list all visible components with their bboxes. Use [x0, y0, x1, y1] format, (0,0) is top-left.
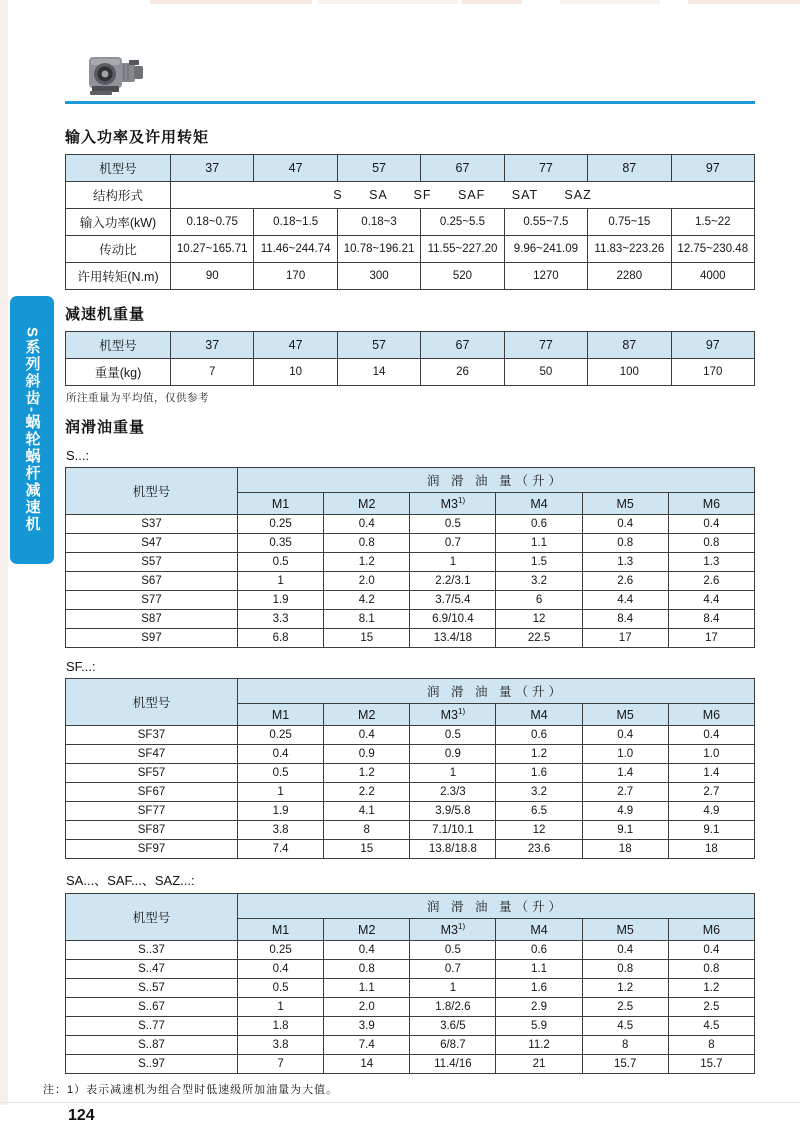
table-cell: 润 滑 油 量（升）: [238, 679, 755, 704]
table-cell: 1: [238, 998, 324, 1017]
table-cell: 9.1: [582, 821, 668, 840]
table-cell: 0.75~15: [588, 209, 671, 236]
table-cell: 2.9: [496, 998, 582, 1017]
section-title-weight: 减速机重量: [65, 306, 146, 323]
table-cell: 机型号: [66, 468, 238, 515]
lubricant-subtable-label: S...:: [66, 448, 90, 463]
header-divider-rule: [65, 101, 755, 104]
table-cell: 57: [337, 155, 420, 182]
table-cell: SF57: [66, 764, 238, 783]
table-cell: 14: [324, 1055, 410, 1074]
table-cell: 26: [421, 359, 504, 386]
table-cell: S..57: [66, 979, 238, 998]
lubricant-tables-container: [65, 448, 755, 1074]
table-cell: SF47: [66, 745, 238, 764]
table-cell: M3$^{1)}$: [410, 919, 496, 941]
table-cell: 0.8: [582, 534, 668, 553]
table-cell: 8: [668, 1036, 754, 1055]
table-cell: S47: [66, 534, 238, 553]
table-cell: 1.1: [496, 960, 582, 979]
table-cell: 0.4: [582, 515, 668, 534]
table-cell: 2.0: [324, 998, 410, 1017]
page-footnote: 注：1）表示减速机为组合型时低速级所加油量为大值。: [43, 1084, 339, 1097]
table-cell: 87: [588, 332, 671, 359]
table-cell: 2.6: [668, 572, 754, 591]
table-cell: 67: [421, 155, 504, 182]
table-cell: 5.9: [496, 1017, 582, 1036]
table-cell: 7.4: [238, 840, 324, 859]
lubricant-subtable-label: SF...:: [66, 659, 96, 675]
table-cell: 1.2: [324, 553, 410, 572]
table-cell: 0.9: [410, 745, 496, 764]
table-cell: 8: [324, 821, 410, 840]
table-cell: 1: [410, 979, 496, 998]
table-cell: 0.5: [410, 941, 496, 960]
table-cell: 0.7: [410, 960, 496, 979]
table-cell: M4: [496, 919, 582, 941]
table-cell: 4.1: [324, 802, 410, 821]
table-cell: 90: [171, 263, 254, 290]
weight-note: 所注重量为平均值，仅供参考: [66, 392, 209, 404]
table-cell: 7: [171, 359, 254, 386]
table-row: [66, 979, 755, 998]
table-cell: 4.9: [582, 802, 668, 821]
table-cell: 18: [668, 840, 754, 859]
table-cell: 6: [496, 591, 582, 610]
table-cell: 1.8: [238, 1017, 324, 1036]
table-cell: 润 滑 油 量（升）: [238, 894, 755, 919]
table-cell: 15.7: [668, 1055, 754, 1074]
table-cell: 1: [238, 572, 324, 591]
table-cell: M6: [668, 919, 754, 941]
table-cell: 6.8: [238, 629, 324, 648]
table-row: [66, 941, 755, 960]
table-cell: M6: [668, 493, 754, 515]
table-cell: 2.2/3.1: [410, 572, 496, 591]
table-cell: M1: [238, 919, 324, 941]
table-row: [66, 960, 755, 979]
table-cell: 97: [671, 155, 754, 182]
table-row: [66, 515, 755, 534]
table-cell: SF67: [66, 783, 238, 802]
table-cell: 2.7: [668, 783, 754, 802]
table-cell: 18: [582, 840, 668, 859]
table-cell: 许用转矩(N.m): [66, 263, 171, 290]
table-cell: 1.2: [582, 979, 668, 998]
table-cell: S57: [66, 553, 238, 572]
page-content: [43, 0, 755, 1125]
table-cell: S87: [66, 610, 238, 629]
table-cell: 0.6: [496, 515, 582, 534]
table-cell: 11.55~227.20: [421, 236, 504, 263]
table-cell: 15.7: [582, 1055, 668, 1074]
table-cell: 0.8: [324, 960, 410, 979]
lubricant-table: [65, 893, 755, 1074]
table-cell: 1.4: [582, 764, 668, 783]
table-row: [66, 1055, 755, 1074]
table-row: [66, 726, 755, 745]
table-cell: 3.8: [238, 1036, 324, 1055]
table-cell: 6.9/10.4: [410, 610, 496, 629]
table-cell: 1.1: [324, 979, 410, 998]
table-cell: 0.4: [324, 515, 410, 534]
table-cell: 输入功率(kW): [66, 209, 171, 236]
table-cell: 0.8: [668, 960, 754, 979]
table-cell: 13.8/18.8: [410, 840, 496, 859]
table-cell: M1: [238, 493, 324, 515]
table-cell: 97: [671, 332, 754, 359]
table-cell: 0.18~0.75: [171, 209, 254, 236]
table-cell: 0.5: [238, 764, 324, 783]
table-cell: 0.55~7.5: [504, 209, 587, 236]
table-cell: 17: [582, 629, 668, 648]
table-cell: 4.5: [668, 1017, 754, 1036]
table-cell: M2: [324, 704, 410, 726]
table-cell: 重量(kg): [66, 359, 171, 386]
table-cell: 0.25: [238, 726, 324, 745]
table-cell: 4.4: [668, 591, 754, 610]
table-cell: 0.4: [238, 960, 324, 979]
table-cell: 0.25~5.5: [421, 209, 504, 236]
table-cell: M6: [668, 704, 754, 726]
table-cell: 1.6: [496, 764, 582, 783]
table-cell: 机型号: [66, 679, 238, 726]
table-cell: 11.2: [496, 1036, 582, 1055]
table-cell: 2.5: [582, 998, 668, 1017]
table-cell: 3.2: [496, 572, 582, 591]
table-cell: 8.1: [324, 610, 410, 629]
table-cell: 11.46~244.74: [254, 236, 337, 263]
table-cell: 11.83~223.26: [588, 236, 671, 263]
table-cell: 0.4: [668, 726, 754, 745]
table-cell: 0.4: [668, 941, 754, 960]
table-cell: 23.6: [496, 840, 582, 859]
table-cell: 1.8/2.6: [410, 998, 496, 1017]
table-cell: 0.8: [582, 960, 668, 979]
table-cell: 4.9: [668, 802, 754, 821]
table-cell: M4: [496, 704, 582, 726]
table-cell: 2.3/3: [410, 783, 496, 802]
table-cell: 0.18~1.5: [254, 209, 337, 236]
table-row: [66, 783, 755, 802]
table-row: [66, 821, 755, 840]
table-row: [66, 840, 755, 859]
table-row: [66, 534, 755, 553]
table-cell: 9.1: [668, 821, 754, 840]
table-cell: 0.5: [410, 726, 496, 745]
table-cell: 57: [337, 332, 420, 359]
section-title-lubricant: 润滑油重量: [65, 419, 146, 436]
table-cell: 机型号: [66, 894, 238, 941]
lubricant-subtable-label: SA...、SAF...、SAZ...:: [66, 873, 195, 889]
table-cell: 6/8.7: [410, 1036, 496, 1055]
table-cell: 1: [238, 783, 324, 802]
table-cell: 1.2: [668, 979, 754, 998]
table-cell: 7: [238, 1055, 324, 1074]
table-cell: SF77: [66, 802, 238, 821]
table-cell: 0.4: [582, 941, 668, 960]
table-cell: 0.4: [324, 941, 410, 960]
table-cell: 77: [504, 332, 587, 359]
table-cell: 0.25: [238, 941, 324, 960]
table-cell: 1.3: [668, 553, 754, 572]
table-cell: 10.27~165.71: [171, 236, 254, 263]
table-cell: 3.9: [324, 1017, 410, 1036]
table-cell: 10: [254, 359, 337, 386]
table-cell: 0.35: [238, 534, 324, 553]
table-cell: M3$^{1)}$: [410, 493, 496, 515]
table-cell: 6.5: [496, 802, 582, 821]
table-row: [66, 1017, 755, 1036]
header-band: [65, 0, 755, 104]
table-cell: M1: [238, 704, 324, 726]
table-cell: 10.78~196.21: [337, 236, 420, 263]
table-cell: M2: [324, 919, 410, 941]
table-cell: 22.5: [496, 629, 582, 648]
table-cell: 2.2: [324, 783, 410, 802]
section-title-power-torque: 输入功率及许用转矩: [65, 129, 210, 146]
table-cell: 8.4: [668, 610, 754, 629]
table-cell: 1.4: [668, 764, 754, 783]
table-cell: 37: [171, 332, 254, 359]
page-left-edge-decoration: [0, 0, 8, 1105]
table-cell: 0.6: [496, 941, 582, 960]
table-cell: 47: [254, 332, 337, 359]
table-cell: 结构形式: [66, 182, 171, 209]
table-row: [66, 553, 755, 572]
table-cell: S..47: [66, 960, 238, 979]
table-row: [66, 572, 755, 591]
table-cell: M5: [582, 493, 668, 515]
table-cell: 12.75~230.48: [671, 236, 754, 263]
table-cell: 13.4/18: [410, 629, 496, 648]
table-cell: 12: [496, 610, 582, 629]
table-cell: 0.5: [410, 515, 496, 534]
table-cell: 1.5~22: [671, 209, 754, 236]
table-cell: 0.5: [238, 553, 324, 572]
table-cell: S77: [66, 591, 238, 610]
table-cell: 2.0: [324, 572, 410, 591]
table-cell: 1.2: [496, 745, 582, 764]
lubricant-table: [65, 678, 755, 859]
table-cell: 0.9: [324, 745, 410, 764]
table-row: [66, 998, 755, 1017]
table-cell: 21: [496, 1055, 582, 1074]
table-cell: S..77: [66, 1017, 238, 1036]
table-cell: M5: [582, 919, 668, 941]
table-cell: 4000: [671, 263, 754, 290]
table-cell: 67: [421, 332, 504, 359]
table-cell: 3.7/5.4: [410, 591, 496, 610]
table-cell: 2280: [588, 263, 671, 290]
table-cell: 4.4: [582, 591, 668, 610]
table-cell: 1: [410, 764, 496, 783]
table-cell: 0.4: [582, 726, 668, 745]
table-cell: 0.8: [668, 534, 754, 553]
weight-table: [65, 331, 755, 386]
table-cell: 1.0: [582, 745, 668, 764]
table-cell: 37: [171, 155, 254, 182]
table-cell: 0.4: [324, 726, 410, 745]
table-cell: 0.18~3: [337, 209, 420, 236]
series-side-tab-label: S系列斜齿-蜗轮蜗杆减速机: [23, 327, 41, 533]
table-cell: 1.1: [496, 534, 582, 553]
table-cell: 1: [410, 553, 496, 572]
table-cell: 11.4/16: [410, 1055, 496, 1074]
table-cell: S..87: [66, 1036, 238, 1055]
table-row: [66, 1036, 755, 1055]
table-cell: 4.2: [324, 591, 410, 610]
table-cell: M5: [582, 704, 668, 726]
table-cell: M2: [324, 493, 410, 515]
table-cell: 0.8: [324, 534, 410, 553]
page-number: 124: [68, 1107, 95, 1125]
table-cell: S..97: [66, 1055, 238, 1074]
table-cell: S..37: [66, 941, 238, 960]
table-cell: 机型号: [66, 332, 171, 359]
table-cell: 170: [254, 263, 337, 290]
table-cell: 15: [324, 629, 410, 648]
table-cell: 1.9: [238, 591, 324, 610]
table-cell: 1.0: [668, 745, 754, 764]
table-cell: 3.3: [238, 610, 324, 629]
table-cell: S SA SF SAF SAT SAZ: [171, 182, 755, 209]
series-side-tab: [10, 296, 54, 564]
table-cell: 传动比: [66, 236, 171, 263]
table-cell: 3.8: [238, 821, 324, 840]
table-row: [66, 745, 755, 764]
table-cell: S..67: [66, 998, 238, 1017]
table-row: [66, 591, 755, 610]
table-cell: 0.4: [668, 515, 754, 534]
table-cell: 2.7: [582, 783, 668, 802]
table-cell: 3.9/5.8: [410, 802, 496, 821]
power-torque-table: [65, 154, 755, 290]
table-cell: S97: [66, 629, 238, 648]
table-cell: 1.9: [238, 802, 324, 821]
table-cell: 9.96~241.09: [504, 236, 587, 263]
table-cell: SF37: [66, 726, 238, 745]
table-cell: 3.6/5: [410, 1017, 496, 1036]
table-cell: 300: [337, 263, 420, 290]
table-cell: 50: [504, 359, 587, 386]
table-cell: 170: [671, 359, 754, 386]
table-cell: 3.2: [496, 783, 582, 802]
table-cell: 100: [588, 359, 671, 386]
table-cell: 12: [496, 821, 582, 840]
table-cell: 1.2: [324, 764, 410, 783]
table-row: [66, 610, 755, 629]
table-cell: SF87: [66, 821, 238, 840]
table-cell: 47: [254, 155, 337, 182]
table-cell: 8.4: [582, 610, 668, 629]
table-cell: 520: [421, 263, 504, 290]
table-cell: 1.3: [582, 553, 668, 572]
table-cell: 8: [582, 1036, 668, 1055]
table-cell: 15: [324, 840, 410, 859]
table-cell: 17: [668, 629, 754, 648]
table-cell: 7.4: [324, 1036, 410, 1055]
table-cell: 2.5: [668, 998, 754, 1017]
table-cell: 润 滑 油 量（升）: [238, 468, 755, 493]
lubricant-table: [65, 467, 755, 648]
table-cell: S37: [66, 515, 238, 534]
table-cell: 1270: [504, 263, 587, 290]
table-cell: 0.25: [238, 515, 324, 534]
table-cell: 2.6: [582, 572, 668, 591]
table-cell: 机型号: [66, 155, 171, 182]
table-cell: 1.6: [496, 979, 582, 998]
table-row: [66, 629, 755, 648]
table-cell: 0.5: [238, 979, 324, 998]
table-cell: 1.5: [496, 553, 582, 572]
table-row: [66, 802, 755, 821]
gear-reducer-photo: [87, 50, 149, 105]
table-cell: 87: [588, 155, 671, 182]
table-cell: 77: [504, 155, 587, 182]
table-cell: 7.1/10.1: [410, 821, 496, 840]
table-cell: 0.4: [238, 745, 324, 764]
table-cell: 0.6: [496, 726, 582, 745]
table-cell: M4: [496, 493, 582, 515]
table-cell: SF97: [66, 840, 238, 859]
table-cell: 14: [337, 359, 420, 386]
table-cell: 4.5: [582, 1017, 668, 1036]
table-row: [66, 764, 755, 783]
table-cell: M3$^{1)}$: [410, 704, 496, 726]
table-cell: 0.7: [410, 534, 496, 553]
table-cell: S67: [66, 572, 238, 591]
